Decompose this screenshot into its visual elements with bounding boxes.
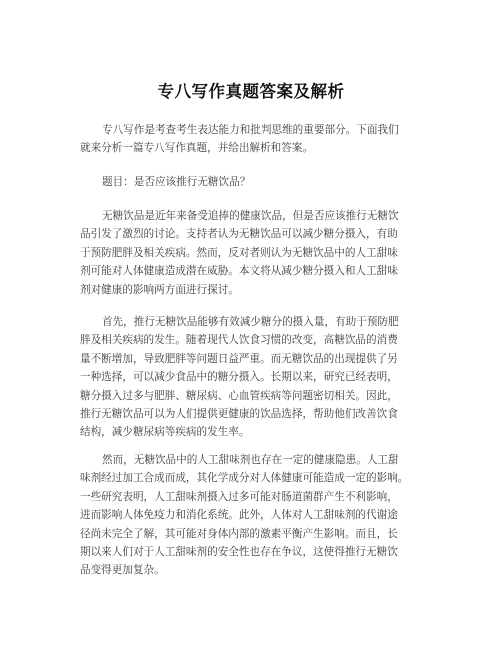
text-line: 题目：是否应该推行无糖饮品？ (102, 176, 251, 188)
text-line: 量不断增加，导致肥胖等问题日益严重。而无糖饮品的出现提供了另 (80, 352, 398, 365)
text-line: 剂可能对人体健康造成潜在威胁。本文将从减少糖分摄入和人工甜味 (80, 265, 398, 278)
text-line: 品引发了激烈的讨论。支持者认为无糖饮品可以减少糖分摄入，有助 (80, 228, 398, 241)
text-line: 专八写作是考查考生表达能力和批判思维的重要部分。下面我们 (102, 124, 399, 136)
paragraph-intro (80, 121, 430, 158)
text-line: 然而，无糖饮品中的人工甜味剂也存在一定的健康隐患。人工甜 (102, 454, 399, 466)
text-line: 胖及相关疾病的发生。随着现代人饮食习惯的改变，高糖饮品的消费 (80, 334, 398, 347)
paragraph-argument-against (80, 451, 430, 580)
text-line: 期以来人们对于人工甜味剂的安全性也存在争议，这使得推行无糖饮 (80, 545, 398, 558)
text-line: 一种选择，可以减少食品中的糖分摄入。长期以来，研究已经表明， (80, 371, 398, 384)
text-line: 味剂经过加工合成而成，其化学成分对人体健康可能造成一定的影响。 (80, 472, 409, 485)
text-line: 进而影响人体免疫力和消化系统。此外，人体对人工甜味剂的代谢途 (80, 509, 398, 522)
text-line: 推行无糖饮品可以为人们提供更健康的饮品选择，帮助他们改善饮食 (80, 407, 398, 420)
paragraph-argument-for (80, 313, 430, 442)
text-line: 糖分摄入过多与肥胖、糖尿病、心血管疾病等问题密切相关。因此， (80, 389, 398, 402)
document-title: 专八写作真题答案及解析 (157, 82, 345, 101)
text-line: 就来分析一篇专八写作真题，并给出解析和答案。 (80, 142, 314, 155)
paragraph-background (80, 207, 430, 299)
text-line: 剂对健康的影响两方面进行探讨。 (80, 283, 239, 296)
text-line: 首先，推行无糖饮品能够有效减少糖分的摄入量，有助于预防肥 (102, 316, 399, 328)
text-line: 一些研究表明，人工甜味剂摄入过多可能对肠道菌群产生不利影响， (80, 490, 398, 503)
paragraph-question (80, 173, 430, 191)
text-line: 径尚未完全了解，其可能对身体内部的激素平衡产生影响。而且，长 (80, 527, 398, 540)
text-line: 于预防肥胖及相关疾病。然而，反对者则认为无糖饮品中的人工甜味 (80, 246, 398, 259)
text-line: 品变得更加复杂。 (80, 564, 165, 577)
text-line: 无糖饮品是近年来备受追捧的健康饮品，但是否应该推行无糖饮 (102, 210, 399, 222)
text-line: 结构，减少糖尿病等疾病的发生率。 (80, 426, 250, 439)
